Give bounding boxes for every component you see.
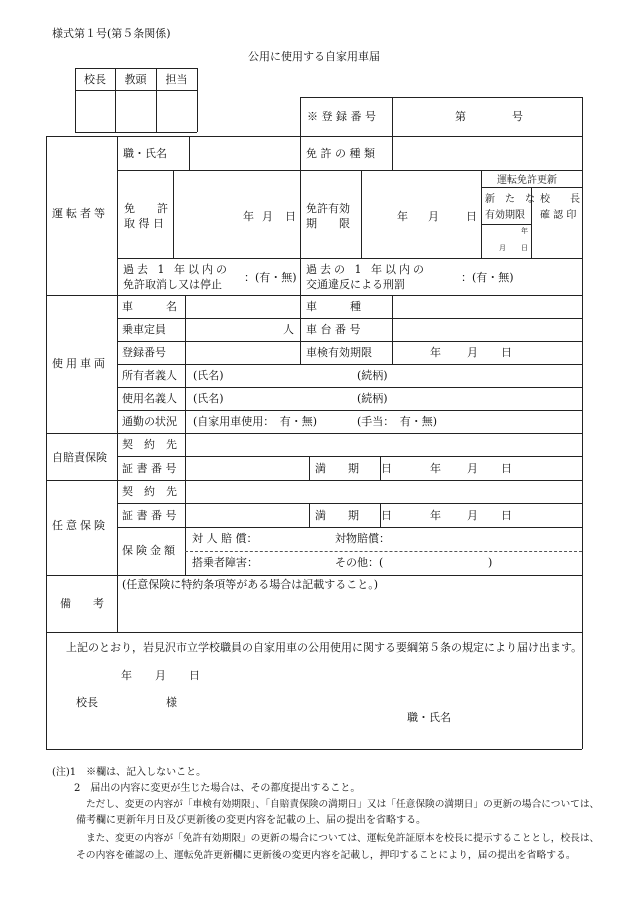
- optional-day: 日: [501, 509, 512, 522]
- remarks-note: (任意保険に特約条項等がある場合は記載すること。): [122, 578, 379, 591]
- acquired-year: 年: [243, 210, 254, 223]
- optional-contractor-label: 契 約 先: [122, 485, 177, 498]
- property-liability[interactable]: 対物賠償：: [335, 532, 390, 545]
- registration-suffix: 号: [512, 110, 523, 123]
- declaration-signer: 職・氏名: [407, 711, 451, 724]
- registration-prefix: 第: [455, 110, 466, 123]
- vehicle-type-label: 車 種: [306, 300, 361, 313]
- optional-section-label: 任意保険: [52, 519, 108, 532]
- liability-cert-label: 証 書 番 号: [122, 462, 177, 475]
- renewal-principal-stamp[interactable]: [532, 188, 581, 257]
- renewal-principal-label-2: 確 認 印: [540, 210, 577, 221]
- chassis-label: 車 台 番 号: [306, 323, 361, 336]
- acquired-month: 月: [262, 210, 273, 223]
- renewal-title: 運転免許更新: [497, 175, 557, 186]
- commute-label: 通勤の状況: [122, 415, 177, 428]
- inspection-year: 年: [430, 346, 441, 359]
- note-line: その内容を確認の上、運転免許更新欄に更新後の変更内容を記載し，押印することにより，届の提出を省略する。: [76, 850, 576, 861]
- owner-name[interactable]: (氏名): [193, 369, 224, 382]
- approval-vice-principal-stamp[interactable]: [116, 91, 156, 131]
- liability-section-label: 自賠責保険: [52, 451, 107, 464]
- declaration-text: 上記のとおり，岩見沢市立学校職員の自家用車の公用使用に関する要綱第５条の規定により届け出ます。: [66, 641, 583, 654]
- note-line: (注)1 ※欄は、記入しないこと。: [52, 767, 207, 778]
- vehicle-name-label: 車 名: [122, 300, 177, 313]
- past-violation-label-2: 交通違反による刑罰: [306, 278, 405, 291]
- user-relation[interactable]: (続柄): [357, 392, 388, 405]
- liability-month: 月: [467, 462, 478, 475]
- capacity-label: 乗車定員: [122, 323, 166, 336]
- remarks-field[interactable]: [118, 594, 581, 631]
- past-stop-value[interactable]: ：(有・無): [244, 271, 297, 284]
- license-acquired-label-1: 免 許: [124, 202, 168, 215]
- inspection-day: 日: [501, 346, 512, 359]
- renewal-month: 月: [499, 244, 506, 252]
- approval-in-charge-stamp[interactable]: [157, 91, 197, 131]
- owner-relation[interactable]: (続柄): [357, 369, 388, 382]
- approval-principal-stamp[interactable]: [76, 91, 115, 131]
- renewal-new-label-2: 有効期限: [485, 210, 525, 221]
- registration-label: ※ 登 録 番 号: [307, 110, 376, 123]
- license-validity-label-2: 期 限: [306, 217, 350, 230]
- remarks-label: 備 考: [60, 597, 104, 610]
- note-line: 2 届出の内容に変更が生じた場合は、その都度提出すること。: [74, 783, 361, 794]
- owner-label: 所有者義人: [122, 369, 177, 382]
- inspection-expiry-label: 車検有効期限: [306, 346, 372, 359]
- renewal-day: 日: [521, 244, 528, 252]
- optional-cert-label: 証 書 番 号: [122, 509, 177, 522]
- allowance-value[interactable]: (手当： 有・無): [357, 415, 438, 428]
- renewal-new-label-1: 新 た な: [485, 194, 535, 205]
- vehicle-section-label: 使用車両: [52, 357, 108, 370]
- liability-year: 年: [430, 462, 441, 475]
- past-violation-label-1: 過去の 1 年以内の: [306, 263, 427, 276]
- approval-principal-label: 校長: [84, 73, 106, 86]
- note-line: 備考欄に更新年月日及び更新後の変更内容を記載の上、届の提出を省略する。: [76, 815, 426, 826]
- passenger-injury[interactable]: 搭乗者障害：: [192, 556, 258, 569]
- past-stop-label-1: 過去 1 年以内の: [123, 263, 230, 276]
- optional-year: 年: [430, 509, 441, 522]
- acquired-day: 日: [285, 210, 296, 223]
- declaration-addressee: 校長: [76, 696, 98, 709]
- capacity-unit: 人: [283, 323, 294, 336]
- other-coverage[interactable]: その他：(: [335, 556, 384, 569]
- note-line: また、変更の内容が「免許有効期限」の更新の場合については、運転免許証原本を校長に提示することとし，校長は、: [86, 833, 600, 844]
- approval-vice-principal-label: 教頭: [124, 73, 147, 86]
- form-id: 様式第１号(第５条関係): [52, 27, 171, 40]
- license-type-label: 免 許 の 種 類: [306, 147, 375, 160]
- declaration-honorific: 様: [166, 696, 177, 709]
- user-label: 使用名義人: [122, 392, 177, 405]
- commute-value[interactable]: (自家用車使用： 有・無): [193, 415, 318, 428]
- renewal-principal-label-1: 校 長: [540, 194, 580, 205]
- personal-liability[interactable]: 対 人 賠 償：: [192, 532, 258, 545]
- approval-in-charge-label: 担当: [165, 73, 188, 86]
- declaration-year: 年: [121, 669, 132, 682]
- validity-year: 年: [397, 210, 408, 223]
- driver-name-label: 職・氏名: [123, 147, 167, 160]
- past-stop-label-2: 免許取消し又は停止: [123, 278, 222, 291]
- insurance-amount-label: 保険金額: [122, 544, 178, 557]
- license-validity-label-1: 免許有効: [306, 202, 350, 215]
- driver-section-label: 運転者等: [52, 207, 108, 220]
- declaration-month: 月: [155, 669, 166, 682]
- validity-month: 月: [428, 210, 439, 223]
- renewal-year: 年: [521, 227, 528, 235]
- liability-expiry-label: 満 期 日: [315, 462, 392, 475]
- validity-day: 日: [466, 210, 477, 223]
- page-title: 公用に使用する自家用車届: [248, 50, 380, 63]
- note-line: ただし、変更の内容が「車検有効期限」、「自賠責保険の満期日」又は「任意保険の満期日」の更新の場合については、: [86, 799, 600, 810]
- driver-name-field[interactable]: [190, 137, 299, 169]
- past-violation-value[interactable]: ：(有・無): [461, 271, 514, 284]
- license-acquired-label-2: 取 得 日: [124, 217, 164, 230]
- license-type-field[interactable]: [393, 137, 581, 169]
- other-coverage-close: ): [488, 556, 493, 569]
- optional-month: 月: [467, 509, 478, 522]
- registration-number-label: 登録番号: [122, 346, 166, 359]
- liability-contractor-label: 契 約 先: [122, 438, 177, 451]
- liability-day: 日: [501, 462, 512, 475]
- declaration-day: 日: [189, 669, 200, 682]
- optional-expiry-label: 満 期 日: [315, 509, 392, 522]
- user-name[interactable]: (氏名): [193, 392, 224, 405]
- inspection-month: 月: [467, 346, 478, 359]
